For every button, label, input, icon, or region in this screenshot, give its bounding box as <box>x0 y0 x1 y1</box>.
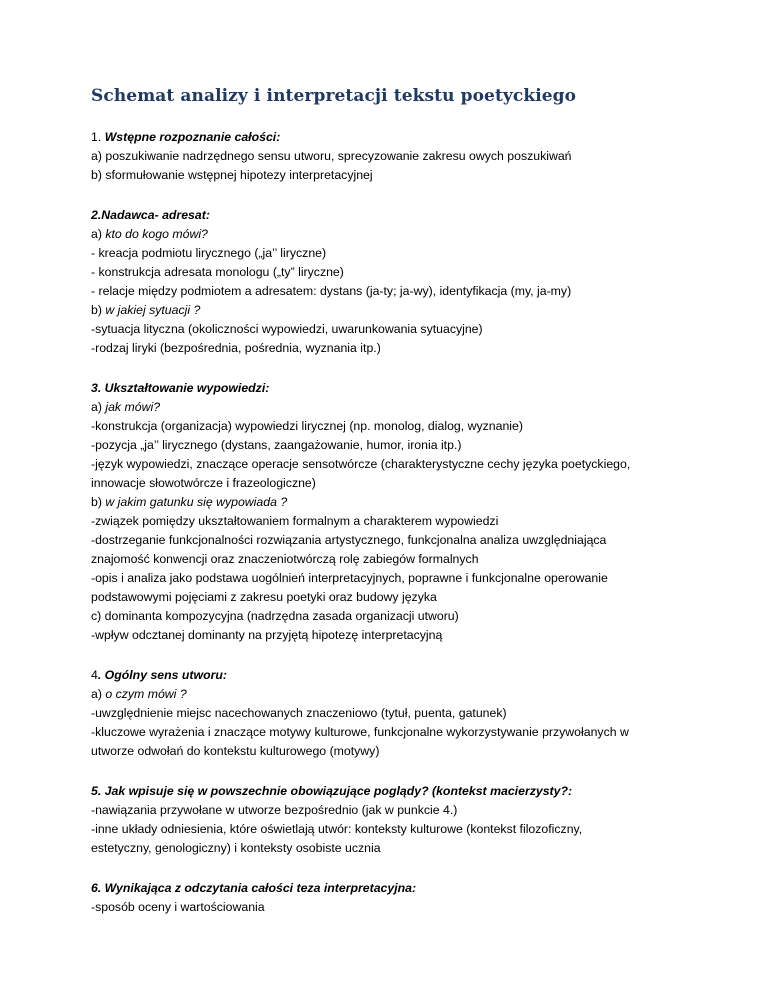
section-1-number: 1. <box>91 130 105 144</box>
section-3-question-b-prefix: b) <box>91 495 106 509</box>
section-4-heading-text: . Ogólny sens utworu: <box>97 668 227 682</box>
section-2-question-a-text: kto do kogo mówi? <box>105 227 208 241</box>
section-4-question-a-prefix: a) <box>91 687 106 701</box>
section-2-line: - relacje między podmiotem a adresatem: dystans (ja-ty; ja-wy), identyfikacja (my, ja-my) <box>91 284 572 298</box>
document-title: Schemat analizy i interpretacji tekstu poetyckiego <box>91 86 577 106</box>
section-2-heading: 2.Nadawca- adresat: <box>91 208 210 222</box>
section-1-heading <box>91 128 711 147</box>
section-3-question-b <box>91 493 711 512</box>
section-2-line: -sytuacja lityczna (okoliczności wypowiedzi, uwarunkowania sytuacyjne) <box>91 322 483 336</box>
section-4-line: utworze odwołań do kontekstu kulturowego (motywy) <box>91 744 380 758</box>
section-3-line: -pozycja „ja’’ lirycznego (dystans, zaangażowanie, humor, ironia itp.) <box>91 438 462 452</box>
section-3-line: c) dominanta kompozycyjna (nadrzędna zasada organizacji utworu) <box>91 609 459 623</box>
section-2-question-b <box>91 301 711 320</box>
section-2-line: - kreacja podmiotu lirycznego („ja’’ liryczne) <box>91 246 327 260</box>
section-1 <box>91 128 711 185</box>
section-3-line: znajomość konwencji oraz znaczeniotwórczą rolę zabiegów formalnych <box>91 552 479 566</box>
section-2 <box>91 206 711 358</box>
section-3 <box>91 379 711 645</box>
section-6 <box>91 879 711 917</box>
section-4-line: -uwzględnienie miejsc nacechowanych znaczeniowo (tytuł, puenta, gatunek) <box>91 706 507 720</box>
section-3-line: -język wypowiedzi, znaczące operacje sensotwórcze (charakterystyczne cechy języka poetyckiego, <box>91 457 631 471</box>
section-6-line: -sposób oceny i wartościowania <box>91 900 265 914</box>
section-1-heading-text: Wstępne rozpoznanie całości: <box>104 130 281 144</box>
section-4 <box>91 666 711 761</box>
section-3-line: innowacje słowotwórcze i frazeologiczne) <box>91 476 316 490</box>
section-5 <box>91 782 711 858</box>
section-4-heading <box>91 666 711 685</box>
section-2-question-b-prefix: b) <box>91 303 106 317</box>
section-2-line: - konstrukcja adresata monologu („ty” liryczne) <box>91 265 344 279</box>
section-2-question-b-text: w jakiej sytuacji ? <box>105 303 201 317</box>
document-page <box>91 86 711 938</box>
section-1-line: b) sformułowanie wstępnej hipotezy interpretacyjnej <box>91 168 373 182</box>
section-3-line: podstawowymi pojęciami z zakresu poetyki oraz budowy języka <box>91 590 437 604</box>
section-4-line: -kluczowe wyrażenia i znaczące motywy kulturowe, funkcjonalne wykorzystywanie przywołanych w <box>91 725 629 739</box>
section-4-question-a-text: o czym mówi ? <box>105 687 187 701</box>
section-3-heading: 3. Ukształtowanie wypowiedzi: <box>91 381 270 395</box>
section-2-question-a <box>91 225 711 244</box>
section-2-line: -rodzaj liryki (bezpośrednia, pośrednia, wyznania itp.) <box>91 341 381 355</box>
section-1-line: a) poszukiwanie nadrzędnego sensu utworu, sprecyzowanie zakresu owych poszukiwań <box>91 149 572 163</box>
section-4-number: 4 <box>91 668 98 682</box>
section-2-question-a-prefix: a) <box>91 227 106 241</box>
section-5-heading: 5. Jak wpisuje się w powszechnie obowiązujące poglądy? (kontekst macierzysty?: <box>91 784 573 798</box>
section-3-question-a-prefix: a) <box>91 400 106 414</box>
section-4-question-a <box>91 685 711 704</box>
section-3-line: -dostrzeganie funkcjonalności rozwiązania artystycznego, funkcjonalna analiza uwzględniająca <box>91 533 607 547</box>
section-3-line: -związek pomiędzy ukształtowaniem formalnym a charakterem wypowiedzi <box>91 514 499 528</box>
section-5-line: estetyczny, genologiczny) i konteksty osobiste ucznia <box>91 841 381 855</box>
section-3-line: -konstrukcja (organizacja) wypowiedzi lirycznej (np. monolog, dialog, wyznanie) <box>91 419 523 433</box>
section-3-question-a-text: jak mówi? <box>105 400 161 414</box>
section-6-heading: 6. Wynikająca z odczytania całości teza interpretacyjna: <box>91 881 417 895</box>
section-3-question-a <box>91 398 711 417</box>
section-5-line: -inne układy odniesienia, które oświetlają utwór: konteksty kulturowe (kontekst filozoficzny, <box>91 822 583 836</box>
section-3-line: -opis i analiza jako podstawa uogólnień interpretacyjnych, poprawne i funkcjonalne operowanie <box>91 571 608 585</box>
section-5-line: -nawiązania przywołane w utworze bezpośrednio (jak w punkcie 4.) <box>91 803 458 817</box>
section-3-line: -wpływ odcztanej dominanty na przyjętą hipotezę interpretacyjną <box>91 628 443 642</box>
section-3-question-b-text: w jakim gatunku się wypowiada ? <box>105 495 288 509</box>
